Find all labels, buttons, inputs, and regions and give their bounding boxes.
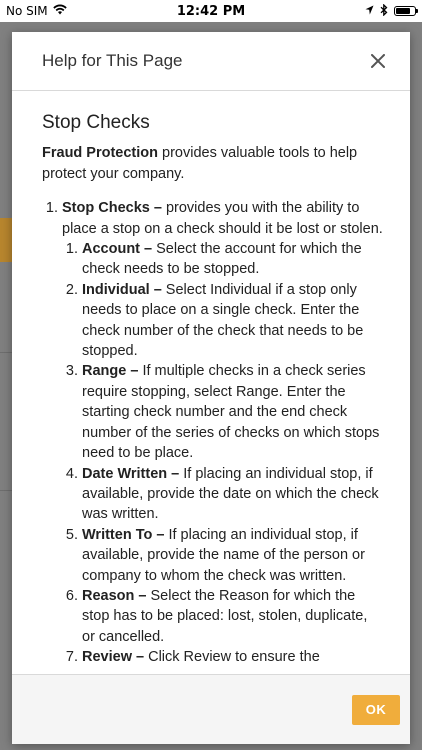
sub-list (62, 239, 384, 668)
wifi-icon (53, 4, 67, 18)
section-heading: Stop Checks (42, 112, 150, 133)
bluetooth-icon (380, 4, 388, 19)
battery-icon (394, 6, 416, 16)
sub-item-term: Date Written – (82, 465, 180, 482)
sub-list-item (82, 525, 384, 586)
sub-item-text: If placing an individual stop, if available, provide the date on which the check was written. (82, 465, 379, 523)
ok-button[interactable]: OK (352, 695, 400, 725)
close-button[interactable] (366, 49, 390, 73)
item-text: provides you with the ability to place a stop on a check should it be lost or stolen. (62, 200, 383, 237)
help-dialog (12, 32, 410, 744)
sub-item-text: If multiple checks in a check series require stopping, select Range. Enter the starting check number and the end check number of the series of checks on which stops need to be place. (82, 363, 380, 462)
close-icon (371, 54, 385, 68)
sub-list-item (82, 647, 384, 667)
background-divider (0, 490, 12, 491)
dialog-body[interactable] (12, 91, 410, 674)
background-accent-band (0, 218, 12, 262)
intro-paragraph (42, 143, 384, 184)
sub-item-text: Click Review to ensure the (144, 649, 320, 666)
battery-level (396, 8, 410, 14)
list-item (62, 198, 384, 667)
sub-item-text: Select Individual if a stop only needs to place on a single check. Enter the check number of the check that needs to be stopped. (82, 281, 364, 360)
item-term: Stop Checks – (62, 200, 162, 217)
sub-item-text: If placing an individual stop, if available, provide the name of the person or company to whom the check was written. (82, 526, 365, 584)
sub-item-term: Account – (82, 241, 153, 258)
intro-term: Fraud Protection (42, 145, 159, 162)
sub-item-term: Written To – (82, 526, 165, 543)
carrier-label: No SIM (6, 4, 48, 18)
sub-list-item (82, 239, 384, 280)
sub-list-item (82, 280, 384, 362)
dialog-header (12, 32, 410, 91)
help-list (42, 198, 384, 667)
sub-item-term: Individual – (82, 281, 162, 298)
clock: 12:42 PM (176, 3, 246, 19)
background-divider (0, 352, 12, 353)
dialog-title: Help for This Page (42, 51, 183, 70)
location-arrow-icon (365, 4, 374, 18)
sub-item-term: Reason – (82, 587, 147, 604)
sub-list-item (82, 586, 384, 647)
sub-item-text: Select the Reason for which the stop has to be placed: lost, stolen, duplicate, or cancelled. (82, 587, 368, 645)
sub-item-term: Range – (82, 363, 139, 380)
sub-list-item (82, 361, 384, 463)
sub-list-item (82, 464, 384, 525)
status-bar (0, 0, 422, 22)
intro-text: provides valuable tools to help protect your company. (42, 145, 358, 182)
sub-item-term: Review – (82, 649, 145, 666)
dialog-footer (12, 674, 410, 744)
sub-item-text: Select the account for which the check needs to be stopped. (82, 241, 362, 278)
